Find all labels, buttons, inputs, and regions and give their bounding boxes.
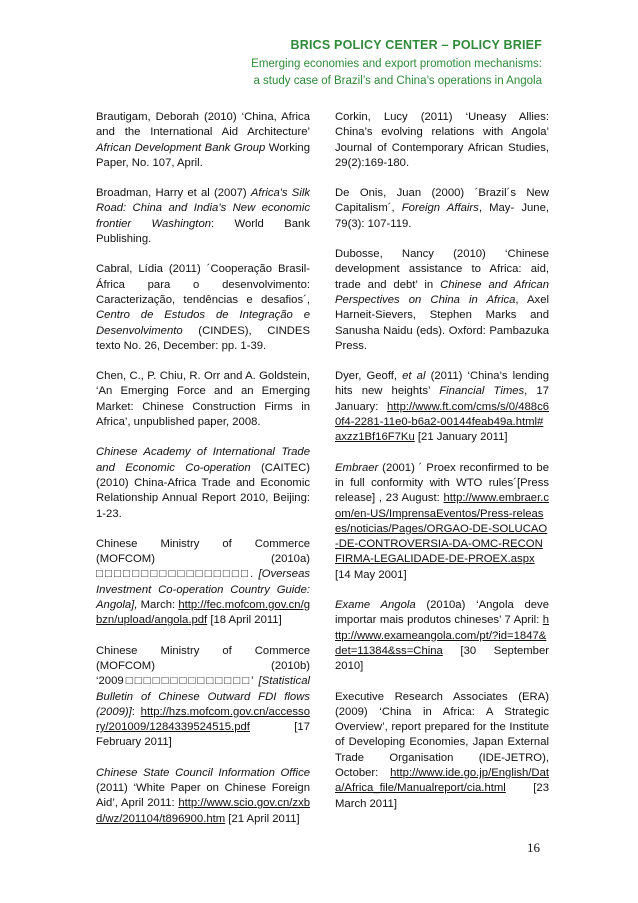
ref-link[interactable]: http://www.exameangola.com/pt/?id=1847&det=11384&ss=China: [335, 614, 549, 657]
reference-mofcom-2010b: [96, 644, 310, 751]
ref-text: , May- June, 79(3): 107-119.: [335, 202, 549, 230]
reference-state-council: [96, 766, 310, 827]
ref-text: De Onis, Juan (2000) ´Brazil´s New Capitalism´,: [335, 187, 549, 215]
reference-caitec: [96, 445, 310, 521]
ref-italic: Financial Times: [439, 385, 525, 398]
ref-text: Working Paper, No. 107, April.: [96, 141, 310, 169]
references-left-column: [96, 110, 310, 842]
ref-italic: [Overseas Investment Co-operation Country Guide: Angola],: [96, 568, 310, 612]
ref-link[interactable]: http://www.ft.com/cms/s/0/488c60f4-2281-11e0-b6a2-00144feab49a.html#axzz1Bf16F7Ku: [335, 400, 549, 444]
ref-italic: Chinese and African Perspectives on China in Africa: [335, 278, 549, 306]
reference-dubosse: [335, 247, 549, 354]
reference-cabral: [96, 262, 310, 354]
ref-text: [21 April 2011]: [225, 812, 300, 825]
ref-text: (CAITEC) (2010) China-Africa Trade and Economic Relationship Annual Report 2010, Beijing: 1-23.: [96, 461, 310, 520]
ref-italic: Chinese Academy of International Trade and Economic Co-operation: [96, 446, 310, 474]
ref-italic: Africa's Silk Road: China and India’s New economic frontier Washington: [96, 187, 311, 230]
reference-embraer: [335, 461, 549, 583]
ref-text: [21 January 2011]: [414, 431, 508, 444]
reference-broadman: [96, 186, 310, 247]
ref-text: [14 May 2001]: [335, 568, 407, 581]
reference-chen: [96, 369, 310, 430]
ref-italic: Embraer: [335, 461, 379, 474]
ref-italic: African Development Bank Group: [96, 141, 266, 154]
ref-italic: Chinese State Council Information Office: [96, 766, 310, 779]
ref-link[interactable]: http://hzs.mofcom.gov.cn/accessory/201009/1284339524515.pdf: [96, 705, 310, 734]
ref-text: Chinese Ministry of Commerce (MOFCOM) (2010b) ‘2009□□□□□□□□□□□□□□’: [96, 644, 310, 688]
ref-text: Chinese Ministry of Commerce (MOFCOM) (2010a) □□□□□□□□□□□□□□□□□.: [96, 537, 310, 581]
reference-dyer: [335, 369, 549, 445]
ref-text: , 17 January:: [335, 385, 549, 413]
reference-corkin: [335, 110, 549, 171]
ref-text: Dyer, Geoff,: [335, 370, 403, 383]
ref-text: :: [131, 705, 141, 718]
ref-text: Chen, C., P. Chiu, R. Orr and A. Goldstein, ‘An Emerging Force and an Emerging Market: Chinese Construction Firms in Africa’, unpublished paper, 2008.: [96, 370, 310, 429]
ref-link[interactable]: http://fec.mofcom.gov.cn/gbzn/upload/angola.pdf: [96, 599, 310, 627]
ref-text: March:: [137, 599, 179, 612]
ref-italic: [Statistical Bulletin of Chinese Outward FDI flows (2009)]: [96, 675, 310, 718]
ref-link[interactable]: http://www.embraer.com/en-US/ImprensaEventos/Press-releases/noticias/Pages/ORGAO-DE-SOLUCAO-DE-CONTROVERSIA-DA-OMC-RECONFIRMA-LEGALIDADE-DE-PROEX.aspx: [335, 492, 549, 566]
ref-italic: Exame Angola: [335, 599, 416, 612]
header-subtitle-line1: Emerging economies and export promotion mechanisms:: [251, 58, 542, 70]
reference-mofcom-2010a: [96, 537, 310, 629]
header-subtitle-line2: a study case of Brazil’s and China’s operations in Angola: [253, 75, 542, 87]
reference-brautigam: [96, 110, 310, 171]
ref-text: Brautigam, Deborah (2010) ‘China, Africa and the International Aid Architecture’: [96, 111, 310, 139]
header-title: BRICS POLICY CENTER – POLICY BRIEF: [290, 38, 542, 52]
ref-link[interactable]: http://www.ide.go.jp/English/Data/Africa_file/Manualreport/cia.html: [335, 766, 549, 795]
ref-text: , Axel Harneit-Sievers, Stephen Marks and Sanusha Naidu (eds). Oxford: Pambazuka Press.: [335, 293, 549, 352]
ref-italic: Foreign Affairs: [401, 202, 479, 215]
ref-text: [18 April 2011]: [207, 614, 282, 627]
ref-italic: et al: [402, 370, 426, 383]
ref-text: Broadman, Harry et al (2007): [96, 187, 251, 200]
ref-text: Dubosse, Nancy (2010) ‘Chinese development assistance to Africa: aid, trade and debt’ in: [335, 248, 549, 291]
ref-text: Executive Research Associates (ERA) (2009) ‘China in Africa: A Strategic Overview’, report prepared for the Institute of Developing Economies, Japan External Trade Organisation (IDE-JETRO), October:: [335, 690, 549, 779]
ref-text: (CINDES), CINDES texto No. 26, December: pp. 1-39.: [96, 324, 310, 352]
ref-text: [30 September 2010]: [335, 644, 549, 673]
ref-link[interactable]: http://www.scio.gov.cn/zxbd/wz/201104/t896900.htm: [96, 797, 310, 825]
ref-italic: Centro de Estudos de Integração e Desenvolvimento: [96, 309, 310, 337]
ref-text: Corkin, Lucy (2011) ‘Uneasy Allies: China’s evolving relations with Angola’ Journal of Contemporary African Studies, 29(2):169-180.: [335, 111, 549, 169]
ref-text: (2011) ‘White Paper on Chinese Foreign Aid’, April 2011:: [96, 781, 310, 810]
page-number: 16: [527, 840, 540, 855]
ref-text: (2001) ´ Proex reconfirmed to be in full conformity with WTO rules´[Press release] , 23 August:: [335, 461, 549, 505]
references-right-column: [335, 110, 549, 827]
ref-text: (2011) ‘China’s lending hits new heights’: [335, 370, 549, 398]
ref-text: : World Bank Publishing.: [96, 217, 310, 246]
reference-exame-angola: [335, 598, 549, 674]
reference-era: [335, 690, 549, 812]
ref-text: [23 March 2011]: [335, 782, 549, 810]
ref-text: [17 February 2011]: [96, 721, 310, 749]
ref-text: (2010a) ‘Angola deve importar mais produtos chineses’ 7 April:: [335, 599, 549, 627]
ref-text: Cabral, Lídia (2011) ´Cooperação Brasil-África para o desenvolvimento: Caracterização, tendências e desafios´,: [96, 263, 310, 306]
reference-de-onis: [335, 186, 549, 232]
